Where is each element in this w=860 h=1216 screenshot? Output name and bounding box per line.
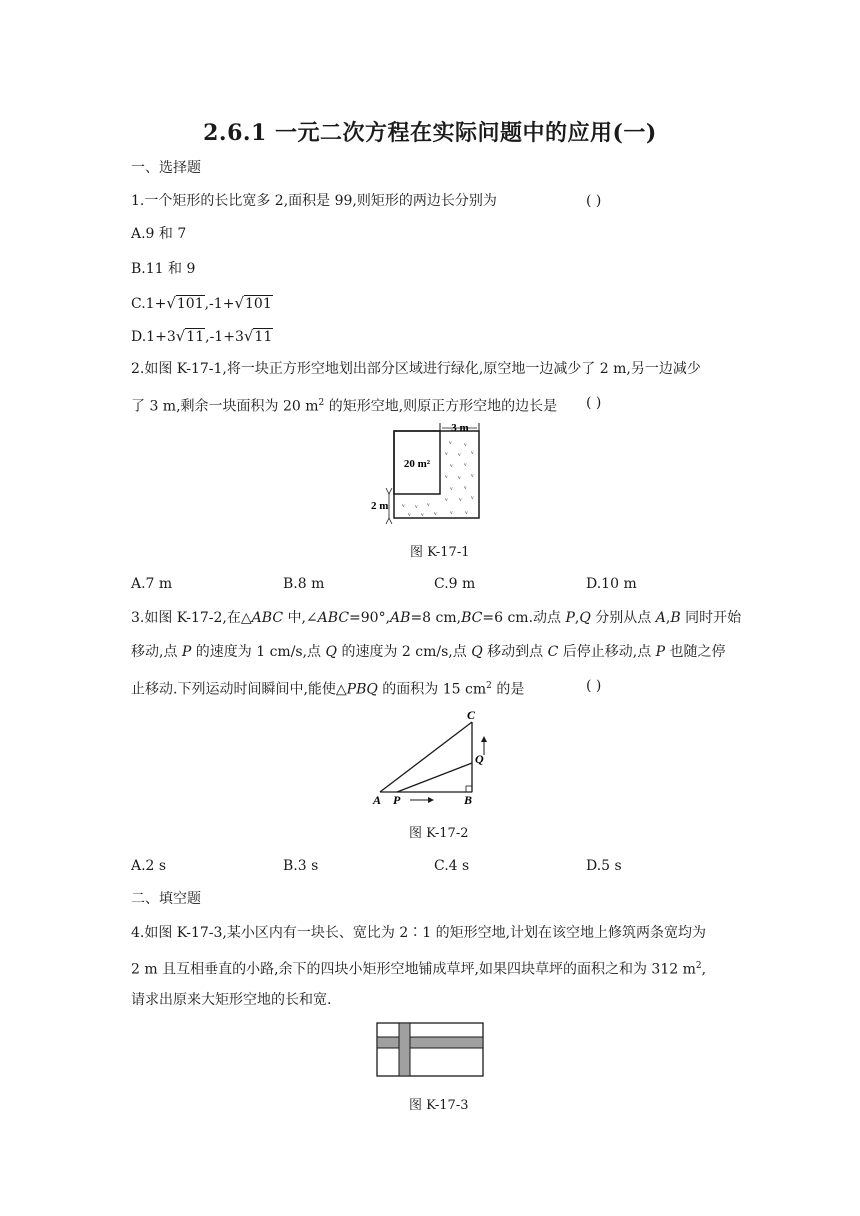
q1-option-b: B.11 和 9 [131,261,196,277]
arrow-q-head [481,736,487,742]
svg-text:ᵥ: ᵥ [471,445,474,455]
svg-text:ᵥ: ᵥ [427,497,430,507]
figure-k-17-1-caption: 图 K-17-1 [410,545,470,560]
svg-text:ᵥ: ᵥ [445,446,448,456]
svg-text:ᵥ: ᵥ [421,507,424,517]
figure-k-17-1 [365,420,490,525]
q3-stem-line1: 3.如图 K-17-2,在△ABC 中,∠ABC=90°,AB=8 cm,BC=6 cm.动点 P,Q 分别从点 A,B 同时开始 [131,610,742,626]
q1-option-d: D.1+3√11,-1+3√11 [131,327,273,345]
label-b: B [464,793,473,807]
label-a: A [373,793,382,807]
segment-pq [397,763,472,792]
svg-text:ᵥ: ᵥ [458,470,461,480]
grass-marks [401,435,474,517]
q1-option-c: C.1+√101,-1+√101 [131,294,272,312]
q2-option-c: C.9 m [434,576,476,592]
q2-stem-line1: 2.如图 K-17-1,将一块正方形空地划出部分区域进行绿化,原空地一边减少了 2 m,另一边减少 [131,361,701,377]
q2-option-a: A.7 m [131,576,173,592]
q3-stem-line2: 移动,点 P 的速度为 1 cm/s,点 Q 的速度为 2 cm/s,点 Q 移动到点 C 后停止移动,点 P 也随之停 [131,644,726,660]
svg-text:ᵥ: ᵥ [445,492,448,502]
section-choice-heading: 一、选择题 [131,160,201,176]
q2-option-d: D.10 m [586,576,637,592]
svg-text:ᵥ: ᵥ [415,499,418,509]
right-angle-mark [466,786,472,792]
svg-text:ᵥ: ᵥ [450,458,453,468]
svg-text:ᵥ: ᵥ [450,505,453,515]
label-3m: 3 m [451,422,469,434]
svg-text:ᵥ: ᵥ [450,481,453,491]
figure-k-17-2-caption: 图 K-17-2 [409,826,469,841]
svg-text:ᵥ: ᵥ [465,505,468,515]
arrow-p-head [428,797,434,803]
q3-option-d: D.5 s [586,858,622,874]
label-2m: 2 m [371,500,389,512]
q2-option-b: B.8 m [283,576,325,592]
svg-text:ᵥ: ᵥ [402,498,405,508]
q3-option-a: A.2 s [131,858,167,874]
q4-stem-line2: 2 m 且互相垂直的小路,余下的四块小矩形空地铺成草坪,如果四块草坪的面积之和为 312 $m^2$, [131,961,707,978]
q1-option-a: A.9 和 7 [131,226,187,242]
svg-text:ᵥ: ᵥ [458,447,461,457]
road-intersection [400,1038,409,1047]
svg-text:ᵥ: ᵥ [408,507,411,517]
label-area: 20 m² [403,458,431,470]
vertical-road [399,1023,410,1076]
label-q: Q [475,752,484,766]
q4-stem-line1: 4.如图 K-17-3,某小区内有一块长、宽比为 2∶1 的矩形空地,计划在该空地上修筑两条宽均为 [131,925,707,941]
figure-k-17-2 [368,705,498,807]
section-fill-heading: 二、填空题 [131,891,201,907]
svg-text:ᵥ: ᵥ [434,506,437,516]
svg-text:ᵥ: ᵥ [445,469,448,479]
label-p: P [393,793,401,807]
svg-text:ᵥ: ᵥ [471,490,474,500]
svg-text:ᵥ: ᵥ [449,435,452,445]
svg-text:ᵥ: ᵥ [471,468,474,478]
q4-stem-line3: 请求出原来大矩形空地的长和宽. [131,992,332,1008]
svg-text:ᵥ: ᵥ [464,480,467,490]
q3-answer-bracket: ( ) [586,678,602,694]
horizontal-road [377,1037,483,1048]
q3-option-c: C.4 s [434,858,470,874]
svg-text:ᵥ: ᵥ [464,437,467,447]
figure-k-17-3 [376,1022,486,1079]
label-c: C [467,708,476,722]
q3-stem-line3: 止移动.下列运动时间瞬间中,能使△PBQ 的面积为 15 $cm^2$ 的是 [131,681,525,698]
q2-answer-bracket: ( ) [586,395,602,411]
side-ac [380,722,472,792]
figure-k-17-3-caption: 图 K-17-3 [409,1098,469,1113]
large-rectangle [377,1023,483,1076]
svg-text:ᵥ: ᵥ [459,492,462,502]
page-title: 2.6.1 一元二次方程在实际问题中的应用(一) [203,120,657,146]
q2-stem-line2: 了 3 m,剩余一块面积为 20 $m^2$ 的矩形空地,则原正方形空地的边长是 [131,398,558,415]
q3-option-b: B.3 s [283,858,319,874]
svg-text:ᵥ: ᵥ [464,457,467,467]
q1-stem: 1.一个矩形的长比宽多 2,面积是 99,则矩形的两边长分别为 [131,193,497,209]
q1-answer-bracket: ( ) [586,193,602,209]
